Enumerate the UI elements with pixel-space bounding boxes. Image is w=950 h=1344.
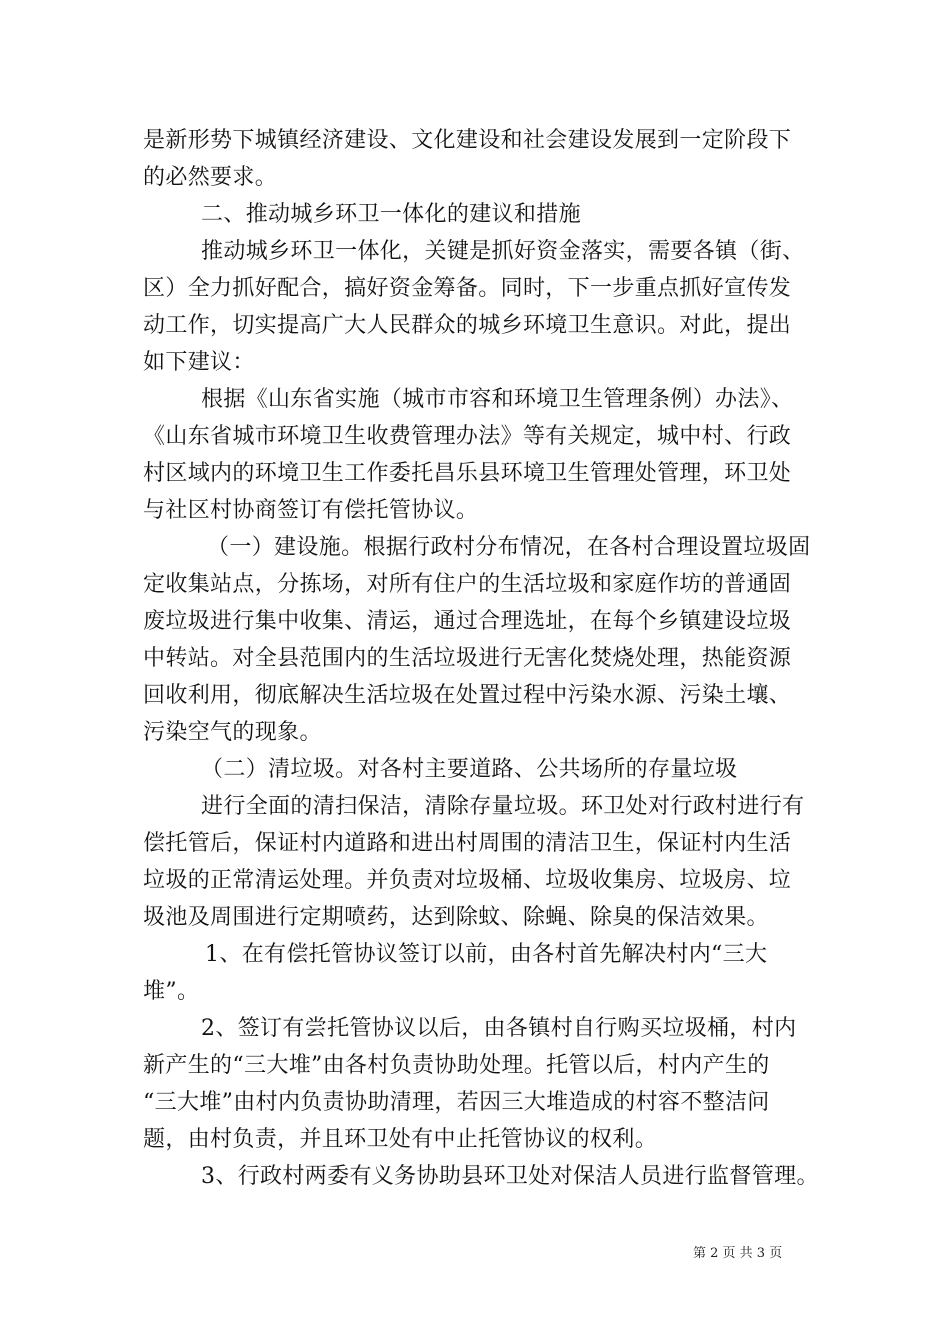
numbered-item-line: 2、签订有尝托管协议以后，由各镇村自行购买垃圾桶，村内 bbox=[201, 1016, 797, 1041]
body-line: 题，由村负责，并且环卫处有中止托管协议的权利。 bbox=[143, 1127, 658, 1152]
body-line: “三大堆”由村内负责协助清理，若因三大堆造成的村容不整洁问 bbox=[143, 1090, 770, 1115]
body-line: 如下建议： bbox=[143, 350, 255, 375]
body-line: 《山东省城市环境卫生收费管理办法》等有关规定，城中村、行政 bbox=[143, 424, 792, 449]
numbered-item-line: 1、在有偿托管协议签订以前，由各村首先解决村内“三大 bbox=[205, 942, 768, 967]
body-line: 中转站。对全县范围内的生活垃圾进行无害化焚烧处理，热能资源 bbox=[143, 646, 792, 671]
body-line: 污染空气的现象。 bbox=[143, 720, 322, 745]
body-line: 圾池及周围进行定期喷药，达到除蚊、除蝇、除臭的保洁效果。 bbox=[143, 905, 769, 930]
body-line: 废垃圾进行集中收集、清运，通过合理选址，在每个乡镇建设垃圾 bbox=[143, 609, 792, 634]
section-heading: 二、推动城乡环卫一体化的建议和措施 bbox=[201, 202, 581, 227]
body-line: 进行全面的清扫保洁，清除存量垃圾。环卫处对行政村进行有 bbox=[201, 794, 805, 819]
body-line: 根据《山东省实施（城市市容和环境卫生管理条例）办法》、 bbox=[201, 387, 794, 412]
body-line: 偿托管后，保证村内道路和进出村周围的清洁卫生，保证村内生活 bbox=[143, 831, 792, 856]
body-line: 回收利用，彻底解决生活垃圾在处置过程中污染水源、污染土壤、 bbox=[143, 683, 792, 708]
body-line: 区）全力抓好配合，搞好资金筹备。同时，下一步重点抓好宣传发 bbox=[143, 276, 792, 301]
body-line: 推动城乡环卫一体化，关键是抓好资金落实，需要各镇（街、 bbox=[201, 239, 805, 264]
body-line: 是新形势下城镇经济建设、文化建设和社会建设发展到一定阶段下 bbox=[143, 128, 792, 153]
body-line: 垃圾的正常清运处理。并负责对垃圾桶、垃圾收集房、垃圾房、垃 bbox=[143, 868, 792, 893]
page-number-footer: 第 2 页 共 3 页 bbox=[693, 1246, 783, 1261]
body-line: 动工作，切实提高广大人民群众的城乡环境卫生意识。对此，提出 bbox=[143, 313, 792, 338]
numbered-item-line: 3、行政村两委有义务协助县环卫处对保洁人员进行监督管理。 bbox=[201, 1164, 819, 1189]
body-line: 的必然要求。 bbox=[143, 165, 278, 190]
body-line: 定收集站点，分拣场，对所有住户的生活垃圾和家庭作坊的普通固 bbox=[143, 572, 792, 597]
body-line: 村区域内的环境卫生工作委托昌乐县环境卫生管理处管理，环卫处 bbox=[143, 461, 792, 486]
body-line: 堆”。 bbox=[143, 979, 200, 1004]
document-body bbox=[143, 122, 833, 1195]
subsection-line: （一）建设施。根据行政村分布情况，在各村合理设置垃圾固 bbox=[207, 535, 811, 560]
subsection-line: （二）清垃圾。对各村主要道路、公共场所的存量垃圾 bbox=[201, 757, 738, 782]
body-line: 新产生的“三大堆”由各村负责协助处理。托管以后，村内产生的 bbox=[143, 1053, 770, 1078]
body-line: 与社区村协商签订有偿托管协议。 bbox=[143, 498, 479, 523]
